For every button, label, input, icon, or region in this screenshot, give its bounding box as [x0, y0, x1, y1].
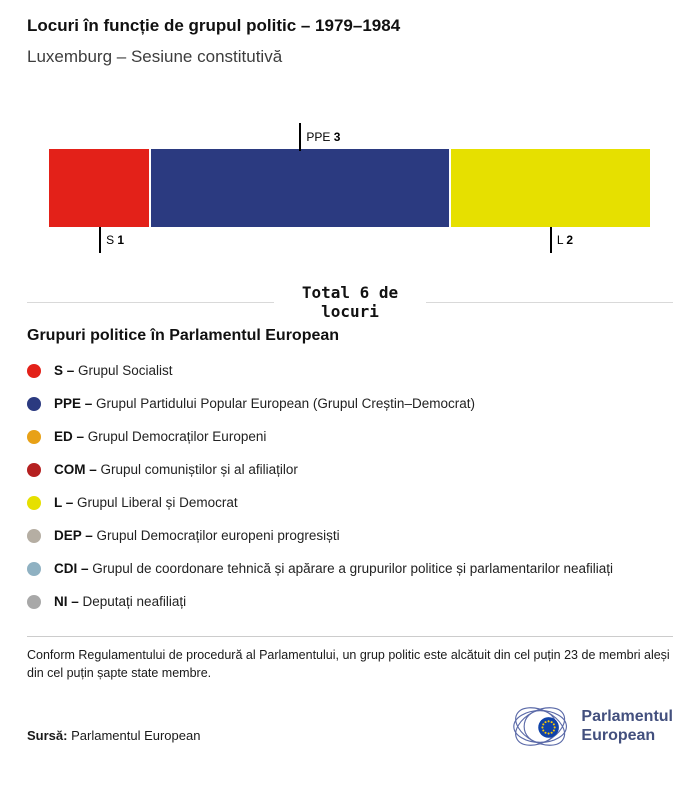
marker-tick — [299, 123, 301, 151]
total-rule-left — [27, 302, 274, 303]
stacked-bar — [49, 149, 650, 227]
ep-logo-text — [581, 708, 673, 745]
source-value: Parlamentul European — [71, 728, 201, 744]
legend-color-dot — [27, 562, 41, 576]
legend-item-cdi — [27, 553, 673, 586]
seats-chart — [49, 123, 650, 253]
legend-heading: Grupuri politice în Parlamentul European — [27, 327, 340, 345]
legend-color-dot — [27, 463, 41, 477]
ep-logo-text-line2: European — [581, 726, 656, 744]
legend-color-dot — [27, 529, 41, 543]
marker-label: L 2 — [556, 233, 574, 247]
legend-item-l — [27, 487, 673, 520]
total-label: Total 6 de locuri — [301, 283, 399, 322]
legend-item-label: COM – Grupul comuniștilor și al afiliaților — [54, 462, 298, 477]
legend-item-label: CDI – Grupul de coordonare tehnică și apărare a grupurilor politice și parlamentarilor neafiliați — [54, 560, 614, 576]
legend-item-label: L – Grupul Liberal și Democrat — [54, 494, 238, 510]
legend-item-ni — [27, 586, 673, 619]
legend-color-dot — [27, 595, 41, 609]
legend-item-label: DEP – Grupul Democraților europeni progresiști — [54, 527, 340, 543]
page-title: Locuri în funcție de grupul politic – 1979–1984 — [27, 16, 401, 35]
legend-color-dot — [27, 430, 41, 444]
total-row — [27, 283, 673, 321]
source-line — [27, 728, 200, 751]
legend-color-dot — [27, 397, 41, 411]
page-subtitle: Luxemburg – Sesiune constitutivă — [27, 47, 283, 66]
marker-label: PPE 3 — [306, 130, 341, 144]
bar-segment-l[interactable] — [451, 149, 650, 227]
source-label: Sursă: — [27, 728, 68, 744]
legend-item-label: ED – Grupul Democraților Europeni — [54, 429, 267, 445]
bar-segment-ppe[interactable] — [151, 149, 450, 227]
bar-marker-ppe — [299, 123, 340, 151]
legend-list — [27, 355, 673, 618]
ep-logo — [511, 702, 673, 751]
footnote: Conform Regulamentului de procedură al Parlamentului, un grup politic este alcătuit din cel puțin 23 de membri aleși din cel puțin șapte state membre. — [27, 648, 670, 680]
ep-logo-text-line1: Parlamentul — [581, 708, 673, 726]
footnote-divider — [27, 636, 673, 637]
legend-item-ed — [27, 421, 673, 454]
marker-label: S 1 — [106, 233, 125, 247]
eu-emblem — [539, 717, 560, 738]
legend-item-dep — [27, 520, 673, 553]
bar-segment-s[interactable] — [49, 149, 149, 227]
marker-tick — [99, 227, 101, 253]
legend-item-label: S – Grupul Socialist — [54, 363, 173, 379]
legend-color-dot — [27, 364, 41, 378]
legend-item-ppe — [27, 388, 673, 421]
legend-item-label: NI – Deputați neafiliați — [54, 593, 187, 609]
legend-item-s — [27, 355, 673, 388]
total-rule-right — [426, 302, 673, 303]
bar-marker-s — [99, 227, 124, 253]
bar-marker-l — [550, 227, 573, 253]
ep-logo-mark — [511, 702, 573, 751]
footer — [27, 702, 673, 751]
legend-color-dot — [27, 496, 41, 510]
legend-item-label: PPE – Grupul Partidului Popular European (Grupul Creștin–Democrat) — [54, 396, 475, 412]
legend-item-com — [27, 454, 673, 487]
marker-tick — [550, 227, 552, 253]
